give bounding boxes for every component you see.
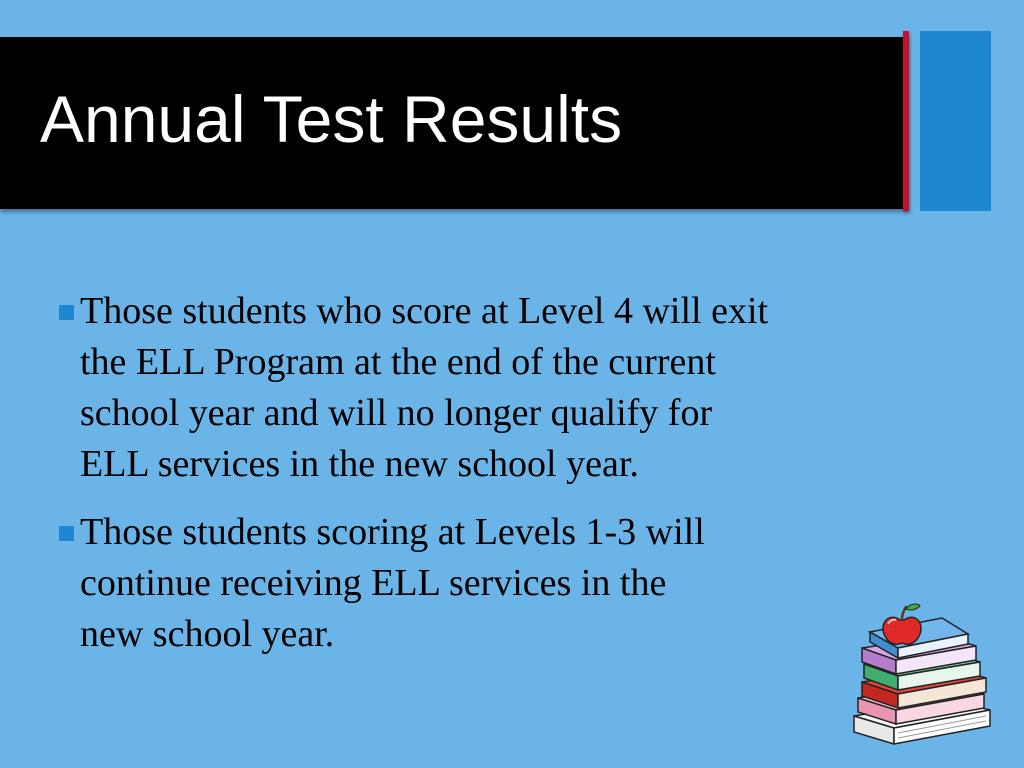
- bullet-text: Those students scoring at Levels 1-3 will continue receiving ELL services in the new school year.: [80, 511, 705, 655]
- apple-icon: [883, 604, 921, 644]
- square-bullet-icon: [59, 305, 74, 320]
- slide-title: Annual Test Results: [40, 82, 623, 156]
- bullet-item: [58, 507, 958, 660]
- bullet-item: [58, 286, 958, 490]
- square-bullet-icon: [59, 526, 74, 541]
- title-red-accent-line: [903, 31, 909, 211]
- bullet-text: Those students who score at Level 4 will exit the ELL Program at the end of the current school year and will no longer qualify for ELL services in the new school year.: [80, 290, 769, 485]
- bullet-list: [58, 286, 958, 677]
- books-and-apple-icon: [848, 598, 994, 748]
- title-blue-accent-block: [920, 31, 991, 211]
